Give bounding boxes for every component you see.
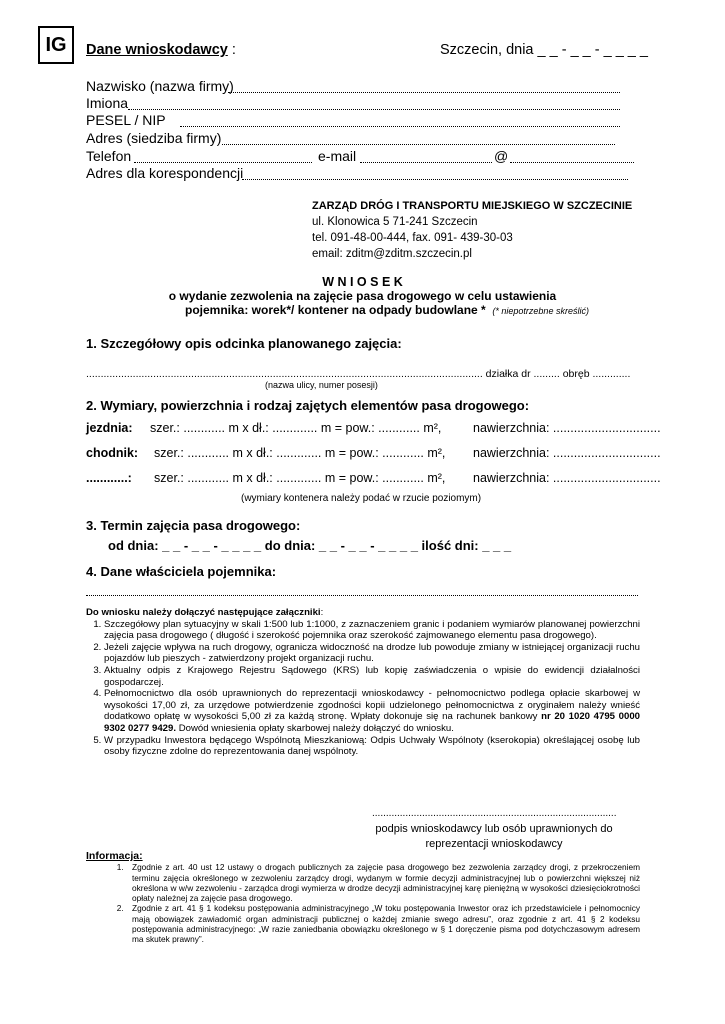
section-4-line[interactable] — [86, 595, 638, 596]
org-email: email: zditm@zditm.szczecin.pl — [312, 248, 472, 260]
signature-line[interactable]: ........................................................................................ — [372, 808, 617, 819]
field-pesel-line[interactable] — [180, 126, 620, 127]
applicant-colon: : — [227, 42, 236, 58]
attachment-item: 1. Szczegółowy plan sytuacyjny w skali 1:500 lub 1:1000, z zaznaczeniem granic i podaniem wymiarów planowanej powierzchni zajęcia pasa drogowego ( długość i szerokość pojemnika oraz szerokość zajmowanego elementu pasa drogowego). — [104, 619, 640, 642]
section-4-heading: 4. Dane właściciela pojemnika: — [86, 564, 277, 579]
org-street: ul. Klonowica 5 71-241 Szczecin — [312, 216, 478, 228]
form-subtitle-2 — [185, 303, 589, 317]
field-firstname-line[interactable] — [128, 109, 620, 110]
at-sign: @ — [494, 148, 509, 164]
field-name[interactable] — [86, 78, 234, 94]
org-name: ZARZĄD DRÓG I TRANSPORTU MIEJSKIEGO W SZCZECINIE — [312, 200, 633, 212]
attachments-heading-text: Do wniosku należy dołączyć następujące załączniki — [86, 607, 321, 618]
section-1-caption: (nazwa ulicy, numer posesji) — [265, 380, 378, 390]
attachments-heading: Do wniosku należy dołączyć następujące załączniki: — [86, 607, 324, 618]
dimension-row-road[interactable] — [86, 421, 441, 435]
subtitle-text: pojemnika: worek*/ kontener na odpady budowlane * — [185, 303, 486, 317]
form-title: W N I O S E K — [322, 275, 403, 289]
field-address-label: Adres (siedziba firmy) — [86, 130, 222, 146]
dimension-row-sidewalk[interactable] — [86, 446, 445, 460]
signature-caption-1: podpis wnioskodawcy lub osób uprawnionych do — [375, 823, 613, 835]
row-label: ............: — [86, 471, 132, 485]
org-phone: tel. 091-48-00-444, fax. 091- 439-30-03 — [312, 232, 513, 244]
field-pesel[interactable] — [86, 112, 166, 128]
field-correspondence-line[interactable] — [242, 179, 628, 180]
field-correspondence-label: Adres dla korespondencji — [86, 165, 244, 181]
row-body: szer.: ............ m x dł.: ............. m = pow.: ............ m², — [150, 421, 442, 435]
attachment-text-end: Dowód wniesienia opłaty skarbowej należy dołączyć do wniosku. — [176, 722, 454, 734]
section-2-caption: (wymiary kontenera należy podać w rzucie poziomym) — [241, 493, 482, 504]
attachment-item: 5. W przypadku Inwestora będącego Wspólnotą Mieszkaniową: Odpis Uchwały Wspólnoty (kserokopia) określającej osobę lub osoby fizyczne zdolne do reprezentowania danej wspólnoty. — [104, 735, 640, 758]
information-heading: Informacja: — [86, 850, 143, 862]
field-address[interactable] — [86, 130, 221, 146]
attachment-item: 2. Jeżeli zajęcie wpływa na ruch drogowy, ogranicza widoczność na drodze lub powoduje zmiany w istniejącej organizacji ruchu pojazdów lub pieszych - zatwierdzony projekt organizacji ruchu. — [104, 642, 640, 665]
section-1-heading: 1. Szczegółowy opis odcinka planowanego zajęcia: — [86, 336, 402, 351]
section-3-heading: 3. Termin zajęcia pasa drogowego: — [86, 518, 301, 533]
field-email[interactable] — [318, 148, 356, 164]
applicant-label: Dane wnioskodawcy — [86, 42, 228, 58]
field-phone-line[interactable] — [134, 162, 312, 163]
information-item: 1. Zgodnie z art. 40 ust 12 ustawy o drogach publicznych za zajęcie pasa drogowego bez zezwolenia zarządcy drogi, z przekroczeniem terminu zajęcia określonego w zezwoleniu zarządcy drogi, wydanym w formie decyzji administracyjnej lub o powierzchni większej niż określona w w/w zezwoleniu - zarządca drogi wymierza w drodze decyzji administracyjnej karę pieniężną w wysokości dziesięciokrotności opłaty należnej za zajęcie pasa drogowego. — [126, 862, 640, 903]
dimension-row-other[interactable] — [86, 471, 445, 485]
signature-caption-2: reprezentacji wnioskodawcy — [425, 838, 563, 850]
attachment-text: Pełnomocnictwo dla osób uprawnionych do reprezentacji wnioskodawcy - pełnomocnictwo podlega opłacie skarbowej w wysokości 17,00 zł, za urzędowe potwierdzenie zgodności kopii udzielonego pełnomocnictwa z oryginałem należy wnieść dodatkowo opłatę w wysokości 5,00 zł za każdą stronę. Wpłaty dokonuje się na rachunek bankowy — [104, 688, 640, 723]
field-name-label: Nazwisko (nazwa firmy) — [86, 78, 234, 94]
subtitle-note: (* niepotrzebne skreślić) — [492, 306, 589, 316]
row-body: szer.: ............ m x dł.: ............. m = pow.: ............ m², — [154, 471, 446, 485]
field-correspondence[interactable] — [86, 165, 243, 181]
field-pesel-label: PESEL / NIP — [86, 112, 166, 128]
information — [86, 851, 640, 945]
applicant-heading — [86, 42, 236, 58]
form-subtitle-1: o wydanie zezwolenia na zajęcie pasa drogowego w celu ustawienia — [168, 289, 557, 303]
attachments — [86, 607, 640, 758]
field-phone[interactable] — [86, 148, 131, 164]
surface-sidewalk[interactable]: nawierzchnia: ............................... — [473, 446, 661, 460]
attachment-item — [104, 688, 640, 734]
information-list — [86, 862, 640, 944]
row-body: szer.: ............ m x dł.: ............. m = pow.: ............ m², — [154, 446, 446, 460]
attachment-item: 3. Aktualny odpis z Krajowego Rejestru Sądowego (KRS) lub kopię zaświadczenia o wpisie do ewidencji działalności gospodarczej. — [104, 665, 640, 688]
row-label: chodnik: — [86, 446, 139, 460]
section-1-line[interactable]: ........................................................................................................................................ działka dr ......... obręb ............. — [86, 368, 631, 380]
section-2-heading: 2. Wymiary, powierzchnia i rodzaj zajętych elementów pasa drogowego: — [86, 398, 530, 413]
surface-road[interactable]: nawierzchnia: ............................... — [473, 421, 661, 435]
field-firstname-label: Imiona — [86, 95, 129, 111]
form-code: IG — [45, 34, 67, 56]
field-firstname[interactable] — [86, 95, 128, 111]
field-phone-label: Telefon — [86, 148, 132, 164]
form-code-box — [38, 26, 74, 64]
attachments-list — [86, 619, 640, 758]
row-label: jezdnia: — [86, 421, 133, 435]
field-email-line[interactable] — [360, 162, 492, 163]
surface-other[interactable]: nawierzchnia: ............................... — [473, 471, 661, 485]
information-item: 2. Zgodnie z art. 41 § 1 kodeksu postępowania administracyjnego „W toku postępowania Inwestor oraz ich przedstawiciele i pełnomocnicy mają obowiązek zawiadomić organ administracji publicznej o każdej zmianie swego adresu”, oraz zgodnie z art. 41 § 2 kodeksu postępowania administracyjnego: „W razie zaniedbania obowiązku określonego w § 1 doręczenie pisma pod dotychczasowym adresem ma skutek prawny”. — [126, 903, 640, 944]
bank-account: nr 20 1020 4795 0000 9302 0277 9429. — [104, 711, 640, 734]
field-email-domain-line[interactable] — [510, 162, 634, 163]
field-email-label: e-mail — [318, 148, 357, 164]
field-address-line[interactable] — [222, 144, 615, 145]
section-3-dates[interactable]: od dnia: _ _ - _ _ - _ _ _ _ do dnia: _ _ - _ _ - _ _ _ _ ilość dni: _ _ _ — [108, 538, 512, 553]
field-name-line[interactable] — [228, 92, 620, 93]
place-date[interactable]: Szczecin, dnia _ _ - _ _ - _ _ _ _ — [440, 42, 648, 58]
